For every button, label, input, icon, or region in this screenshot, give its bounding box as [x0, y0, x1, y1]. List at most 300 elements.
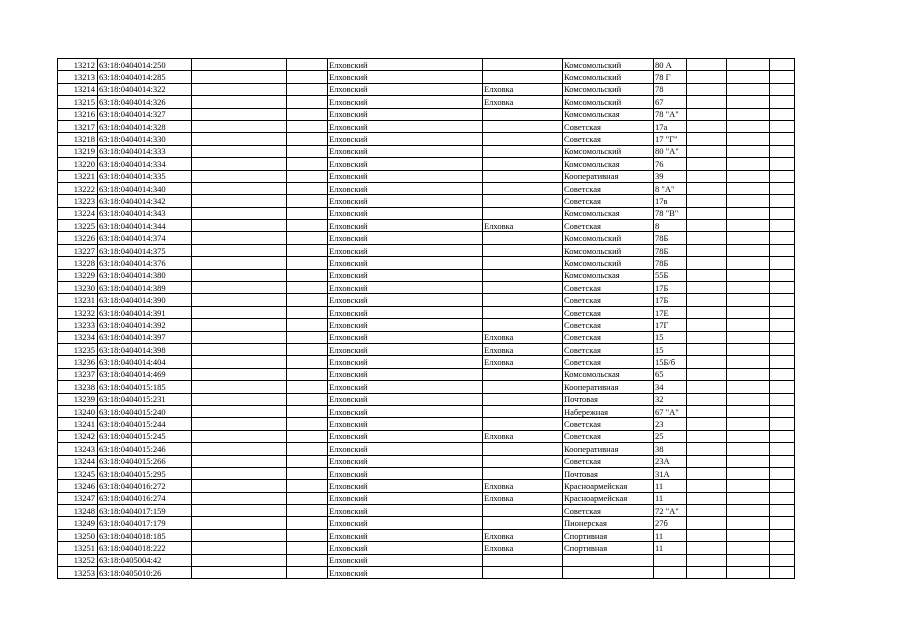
street: [563, 554, 654, 566]
locality: [483, 195, 563, 207]
house-number: 78Б: [654, 257, 687, 269]
empty-cell: [287, 517, 328, 529]
empty-cell: [727, 331, 770, 343]
table-row: [58, 145, 795, 157]
row-number: 13224: [58, 207, 98, 219]
empty-cell: [727, 393, 770, 405]
empty-cell: [770, 405, 795, 417]
empty-cell: [727, 443, 770, 455]
street: Советская: [563, 319, 654, 331]
empty-cell: [770, 120, 795, 132]
empty-cell: [687, 405, 727, 417]
locality: [483, 158, 563, 170]
empty-cell: [287, 331, 328, 343]
empty-cell: [687, 195, 727, 207]
cadastral-number: 63:18:0404014:392: [98, 319, 192, 331]
house-number: 31А: [654, 467, 687, 479]
table-row: [58, 343, 795, 355]
row-number: 13215: [58, 96, 98, 108]
row-number: 13252: [58, 554, 98, 566]
row-number: 13249: [58, 517, 98, 529]
house-number: 11: [654, 492, 687, 504]
street: Советская: [563, 195, 654, 207]
cadastral-number: 63:18:0404018:185: [98, 529, 192, 541]
empty-cell: [287, 467, 328, 479]
cadastral-table: [57, 58, 795, 579]
cadastral-number: 63:18:0404015:246: [98, 443, 192, 455]
empty-cell: [287, 430, 328, 442]
empty-cell: [727, 96, 770, 108]
empty-cell: [287, 282, 328, 294]
empty-cell: [770, 418, 795, 430]
empty-cell: [727, 294, 770, 306]
empty-cell: [687, 244, 727, 256]
cadastral-number: 63:18:0404014:285: [98, 71, 192, 83]
street: Советская: [563, 182, 654, 194]
cadastral-number: 63:18:0404014:344: [98, 220, 192, 232]
house-number: 78 "В": [654, 207, 687, 219]
district: Елховский: [328, 455, 483, 467]
empty-cell: [687, 294, 727, 306]
house-number: 67 "А": [654, 405, 687, 417]
empty-cell: [287, 368, 328, 380]
empty-cell: [287, 418, 328, 430]
street: Советская: [563, 418, 654, 430]
empty-cell: [192, 455, 287, 467]
district: Елховский: [328, 393, 483, 405]
house-number: 11: [654, 542, 687, 554]
street: Комсомольский: [563, 244, 654, 256]
street: Комсомольский: [563, 71, 654, 83]
street: Советская: [563, 343, 654, 355]
empty-cell: [687, 257, 727, 269]
cadastral-number: 63:18:0404014:404: [98, 356, 192, 368]
empty-cell: [287, 306, 328, 318]
empty-cell: [687, 517, 727, 529]
empty-cell: [687, 567, 727, 579]
empty-cell: [770, 257, 795, 269]
district: Елховский: [328, 207, 483, 219]
empty-cell: [287, 108, 328, 120]
locality: [483, 133, 563, 145]
row-number: 13214: [58, 83, 98, 95]
empty-cell: [687, 120, 727, 132]
cadastral-number: 63:18:0404014:374: [98, 232, 192, 244]
locality: [483, 306, 563, 318]
house-number: 32: [654, 393, 687, 405]
empty-cell: [287, 455, 328, 467]
district: Елховский: [328, 517, 483, 529]
empty-cell: [727, 282, 770, 294]
empty-cell: [687, 529, 727, 541]
empty-cell: [770, 207, 795, 219]
empty-cell: [287, 393, 328, 405]
house-number: 78: [654, 83, 687, 95]
cadastral-number: 63:18:0404014:380: [98, 269, 192, 281]
empty-cell: [287, 182, 328, 194]
empty-cell: [727, 492, 770, 504]
row-number: 13242: [58, 430, 98, 442]
empty-cell: [727, 306, 770, 318]
empty-cell: [287, 269, 328, 281]
empty-cell: [727, 517, 770, 529]
row-number: 13216: [58, 108, 98, 120]
locality: [483, 517, 563, 529]
table-row: [58, 182, 795, 194]
empty-cell: [727, 480, 770, 492]
empty-cell: [287, 71, 328, 83]
street: Советская: [563, 282, 654, 294]
locality: [483, 319, 563, 331]
locality: Елховка: [483, 220, 563, 232]
empty-cell: [770, 71, 795, 83]
row-number: 13221: [58, 170, 98, 182]
district: Елховский: [328, 220, 483, 232]
empty-cell: [727, 232, 770, 244]
cadastral-number: 63:18:0404014:327: [98, 108, 192, 120]
district: Елховский: [328, 306, 483, 318]
empty-cell: [770, 343, 795, 355]
district: Елховский: [328, 71, 483, 83]
empty-cell: [192, 269, 287, 281]
empty-cell: [687, 356, 727, 368]
empty-cell: [770, 480, 795, 492]
table-row: [58, 108, 795, 120]
district: Елховский: [328, 269, 483, 281]
empty-cell: [192, 306, 287, 318]
cadastral-number: 63:18:0404014:333: [98, 145, 192, 157]
empty-cell: [192, 145, 287, 157]
cadastral-number: 63:18:0404014:334: [98, 158, 192, 170]
empty-cell: [287, 83, 328, 95]
empty-cell: [770, 294, 795, 306]
cadastral-number: 63:18:0404014:322: [98, 83, 192, 95]
table-row: [58, 505, 795, 517]
empty-cell: [770, 145, 795, 157]
district: Елховский: [328, 158, 483, 170]
empty-cell: [192, 96, 287, 108]
empty-cell: [770, 133, 795, 145]
row-number: 13251: [58, 542, 98, 554]
district: Елховский: [328, 182, 483, 194]
empty-cell: [192, 393, 287, 405]
empty-cell: [287, 505, 328, 517]
empty-cell: [687, 331, 727, 343]
street: Советская: [563, 430, 654, 442]
row-number: 13237: [58, 368, 98, 380]
empty-cell: [770, 393, 795, 405]
house-number: [654, 567, 687, 579]
empty-cell: [727, 269, 770, 281]
empty-cell: [687, 170, 727, 182]
row-number: 13217: [58, 120, 98, 132]
house-number: 17Г: [654, 319, 687, 331]
empty-cell: [770, 182, 795, 194]
locality: [483, 455, 563, 467]
row-number: 13250: [58, 529, 98, 541]
cadastral-number: 63:18:0404014:376: [98, 257, 192, 269]
empty-cell: [287, 96, 328, 108]
cadastral-number: 63:18:0404014:328: [98, 120, 192, 132]
table-row: [58, 306, 795, 318]
row-number: 13248: [58, 505, 98, 517]
table-row: [58, 517, 795, 529]
empty-cell: [770, 368, 795, 380]
locality: [483, 207, 563, 219]
table-row: [58, 542, 795, 554]
empty-cell: [287, 220, 328, 232]
cadastral-number: 63:18:0404016:272: [98, 480, 192, 492]
house-number: 23А: [654, 455, 687, 467]
house-number: 27б: [654, 517, 687, 529]
locality: [483, 108, 563, 120]
empty-cell: [287, 158, 328, 170]
district: Елховский: [328, 232, 483, 244]
empty-cell: [287, 381, 328, 393]
empty-cell: [287, 319, 328, 331]
district: Елховский: [328, 319, 483, 331]
table-row: [58, 492, 795, 504]
row-number: 13235: [58, 343, 98, 355]
street: Комсомольская: [563, 158, 654, 170]
street: Комсомольская: [563, 368, 654, 380]
row-number: 13247: [58, 492, 98, 504]
empty-cell: [687, 505, 727, 517]
table-row: [58, 59, 795, 71]
row-number: 13219: [58, 145, 98, 157]
empty-cell: [687, 71, 727, 83]
locality: Елховка: [483, 480, 563, 492]
locality: [483, 467, 563, 479]
house-number: 11: [654, 480, 687, 492]
empty-cell: [770, 319, 795, 331]
row-number: 13238: [58, 381, 98, 393]
empty-cell: [287, 492, 328, 504]
cadastral-number: 63:18:0404014:391: [98, 306, 192, 318]
house-number: 15Б/б: [654, 356, 687, 368]
street: Советская: [563, 120, 654, 132]
house-number: 17а: [654, 120, 687, 132]
empty-cell: [687, 306, 727, 318]
cadastral-number: 63:18:0404014:343: [98, 207, 192, 219]
empty-cell: [192, 505, 287, 517]
table-row: [58, 71, 795, 83]
empty-cell: [687, 480, 727, 492]
table-row: [58, 282, 795, 294]
row-number: 13230: [58, 282, 98, 294]
house-number: 38: [654, 443, 687, 455]
empty-cell: [687, 443, 727, 455]
street: Почтовая: [563, 393, 654, 405]
empty-cell: [192, 220, 287, 232]
empty-cell: [687, 467, 727, 479]
table-row: [58, 368, 795, 380]
empty-cell: [192, 492, 287, 504]
empty-cell: [192, 567, 287, 579]
empty-cell: [727, 554, 770, 566]
row-number: 13231: [58, 294, 98, 306]
street: Советская: [563, 133, 654, 145]
table-row: [58, 83, 795, 95]
table-row: [58, 554, 795, 566]
street: Советская: [563, 220, 654, 232]
street: Кооперативная: [563, 443, 654, 455]
empty-cell: [727, 120, 770, 132]
street: Комсомольская: [563, 108, 654, 120]
empty-cell: [770, 381, 795, 393]
empty-cell: [770, 269, 795, 281]
district: Елховский: [328, 505, 483, 517]
table-row: [58, 96, 795, 108]
empty-cell: [192, 443, 287, 455]
street: Комсомольский: [563, 257, 654, 269]
empty-cell: [287, 554, 328, 566]
district: Елховский: [328, 567, 483, 579]
empty-cell: [287, 405, 328, 417]
empty-cell: [287, 232, 328, 244]
table-row: [58, 294, 795, 306]
district: Елховский: [328, 83, 483, 95]
table-row: [58, 207, 795, 219]
empty-cell: [687, 554, 727, 566]
district: Елховский: [328, 368, 483, 380]
house-number: 78Б: [654, 244, 687, 256]
house-number: 65: [654, 368, 687, 380]
house-number: 34: [654, 381, 687, 393]
street: Комсомольский: [563, 83, 654, 95]
empty-cell: [287, 244, 328, 256]
district: Елховский: [328, 356, 483, 368]
empty-cell: [770, 455, 795, 467]
cadastral-number: 63:18:0404014:397: [98, 331, 192, 343]
house-number: 78 Г: [654, 71, 687, 83]
empty-cell: [770, 244, 795, 256]
house-number: 72 "А": [654, 505, 687, 517]
district: Елховский: [328, 195, 483, 207]
row-number: 13240: [58, 405, 98, 417]
empty-cell: [687, 108, 727, 120]
cadastral-number: 63:18:0404014:340: [98, 182, 192, 194]
empty-cell: [770, 232, 795, 244]
empty-cell: [287, 343, 328, 355]
row-number: 13239: [58, 393, 98, 405]
cadastral-number: 63:18:0404014:398: [98, 343, 192, 355]
house-number: 76: [654, 158, 687, 170]
table-row: [58, 356, 795, 368]
house-number: 15: [654, 331, 687, 343]
empty-cell: [687, 319, 727, 331]
empty-cell: [192, 83, 287, 95]
locality: [483, 244, 563, 256]
empty-cell: [687, 220, 727, 232]
empty-cell: [192, 207, 287, 219]
cadastral-number: 63:18:0404015:231: [98, 393, 192, 405]
house-number: 11: [654, 529, 687, 541]
locality: Елховка: [483, 331, 563, 343]
empty-cell: [287, 257, 328, 269]
empty-cell: [727, 467, 770, 479]
house-number: 17в: [654, 195, 687, 207]
locality: Елховка: [483, 529, 563, 541]
cadastral-number: 63:18:0404015:245: [98, 430, 192, 442]
empty-cell: [770, 443, 795, 455]
locality: Елховка: [483, 356, 563, 368]
district: Елховский: [328, 381, 483, 393]
row-number: 13223: [58, 195, 98, 207]
empty-cell: [687, 83, 727, 95]
row-number: 13220: [58, 158, 98, 170]
empty-cell: [770, 96, 795, 108]
locality: [483, 257, 563, 269]
locality: [483, 443, 563, 455]
table-row: [58, 331, 795, 343]
district: Елховский: [328, 331, 483, 343]
empty-cell: [770, 356, 795, 368]
row-number: 13243: [58, 443, 98, 455]
house-number: 78Б: [654, 232, 687, 244]
table-row: [58, 195, 795, 207]
cadastral-number: 63:18:0404014:390: [98, 294, 192, 306]
empty-cell: [192, 467, 287, 479]
empty-cell: [770, 467, 795, 479]
street: Комсомольский: [563, 145, 654, 157]
locality: [483, 554, 563, 566]
empty-cell: [192, 158, 287, 170]
empty-cell: [687, 96, 727, 108]
locality: Елховка: [483, 492, 563, 504]
table-row: [58, 170, 795, 182]
street: Спортивная: [563, 542, 654, 554]
cadastral-number: 63:18:0404016:274: [98, 492, 192, 504]
house-number: 78 "А": [654, 108, 687, 120]
cadastral-number: 63:18:0404014:250: [98, 59, 192, 71]
street: Советская: [563, 455, 654, 467]
house-number: 17Е: [654, 306, 687, 318]
empty-cell: [192, 418, 287, 430]
empty-cell: [687, 492, 727, 504]
table-row: [58, 443, 795, 455]
empty-cell: [687, 145, 727, 157]
row-number: 13232: [58, 306, 98, 318]
district: Елховский: [328, 554, 483, 566]
empty-cell: [192, 195, 287, 207]
empty-cell: [770, 529, 795, 541]
locality: [483, 393, 563, 405]
empty-cell: [687, 430, 727, 442]
locality: [483, 269, 563, 281]
empty-cell: [687, 133, 727, 145]
row-number: 13246: [58, 480, 98, 492]
row-number: 13228: [58, 257, 98, 269]
district: Елховский: [328, 257, 483, 269]
row-number: 13218: [58, 133, 98, 145]
table-row: [58, 381, 795, 393]
district: Елховский: [328, 59, 483, 71]
locality: [483, 71, 563, 83]
empty-cell: [727, 542, 770, 554]
cadastral-number: 63:18:0404014:389: [98, 282, 192, 294]
empty-cell: [770, 220, 795, 232]
empty-cell: [192, 120, 287, 132]
row-number: 13245: [58, 467, 98, 479]
empty-cell: [727, 145, 770, 157]
empty-cell: [727, 529, 770, 541]
empty-cell: [770, 542, 795, 554]
empty-cell: [727, 195, 770, 207]
district: Елховский: [328, 480, 483, 492]
empty-cell: [770, 195, 795, 207]
empty-cell: [687, 368, 727, 380]
